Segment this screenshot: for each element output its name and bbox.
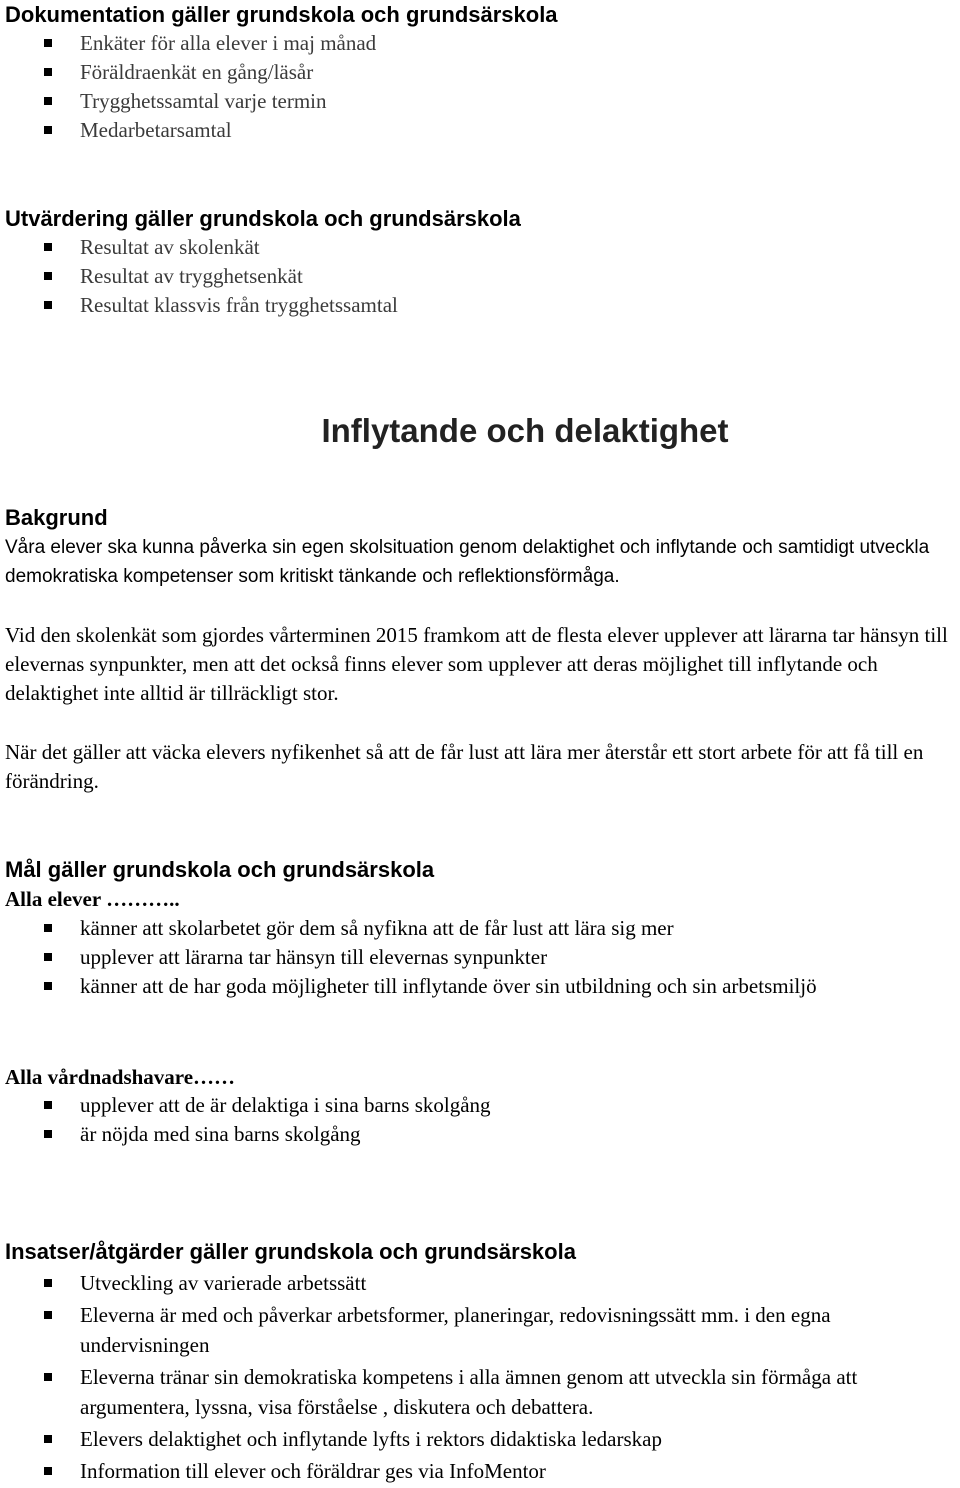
dokumentation-heading: Dokumentation gäller grundskola och grundsärskola [5, 2, 558, 27]
alla-vardnadshavare-label: Alla vårdnadshavare…… [5, 1065, 236, 1089]
bullet-icon [44, 982, 52, 990]
bakgrund-text: Våra elever ska kunna påverka sin egen skolsituation genom delaktighet och inflytande och samtidigt utveckla demokratiska kompetenser som kritiskt tänkande och reflektionsförmåga. [5, 537, 930, 587]
alla-elever-label: Alla elever ……….. [5, 887, 180, 911]
list-item: Resultat av skolenkät [0, 233, 930, 262]
list-item: känner att skolarbetet gör dem så nyfikna att de får lust att lära sig mer [0, 914, 930, 943]
bullet-icon [44, 1435, 52, 1443]
utvardering-heading: Utvärdering gäller grundskola och grundsärskola [5, 206, 521, 231]
bullet-icon [44, 243, 52, 251]
bullet-icon [44, 39, 52, 47]
list-item: Eleverna tränar sin demokratiska kompetens i alla ämnen genom att utveckla sin förmåga att argumentera, lyssna, visa förståelse , diskutera och debattera. [0, 1362, 930, 1422]
list-item: Föräldraenkät en gång/läsår [0, 58, 930, 87]
elever-goals-list [0, 914, 930, 1001]
insatser-list [0, 1268, 930, 1488]
bakgrund-heading: Bakgrund [5, 505, 108, 530]
list-item: Utveckling av varierade arbetssätt [0, 1268, 930, 1298]
bullet-icon [44, 1130, 52, 1138]
list-item: Resultat av trygghetsenkät [0, 262, 930, 291]
bakgrund-paragraph-2: När det gäller att väcka elevers nyfikenhet så att de får lust att lära mer återstår ett stort arbete för att få till en förändring. [5, 740, 924, 793]
list-item: Elevers delaktighet och inflytande lyfts i rektors didaktiska ledarskap [0, 1424, 930, 1454]
bullet-icon [44, 924, 52, 932]
insatser-heading: Insatser/åtgärder gäller grundskola och grundsärskola [5, 1239, 576, 1264]
list-item: upplever att lärarna tar hänsyn till elevernas synpunkter [0, 943, 930, 972]
list-item: Eleverna är med och påverkar arbetsformer, planeringar, redovisningssätt mm. i den egna undervisningen [0, 1300, 930, 1360]
list-item: upplever att de är delaktiga i sina barns skolgång [0, 1091, 930, 1120]
bullet-icon [44, 1467, 52, 1475]
vardnadshavare-goals-list [0, 1091, 930, 1149]
bullet-icon [44, 953, 52, 961]
utvardering-list [0, 233, 930, 320]
list-item: Information till elever och föräldrar ges via InfoMentor [0, 1456, 930, 1486]
list-item: känner att de har goda möjligheter till inflytande över sin utbildning och sin arbetsmiljö [0, 972, 930, 1001]
bullet-icon [44, 301, 52, 309]
bullet-icon [44, 126, 52, 134]
bullet-icon [44, 1279, 52, 1287]
bullet-icon [44, 1311, 52, 1319]
bullet-icon [44, 97, 52, 105]
section-title: Inflytande och delaktighet [321, 412, 729, 449]
list-item: Medarbetarsamtal [0, 116, 930, 145]
bullet-icon [44, 1373, 52, 1381]
list-item: är nöjda med sina barns skolgång [0, 1120, 930, 1149]
bullet-icon [44, 68, 52, 76]
list-item: Trygghetssamtal varje termin [0, 87, 930, 116]
bakgrund-paragraph-1: Vid den skolenkät som gjordes vårterminen 2015 framkom att de flesta elever upplever att lärarna tar hänsyn till elevernas synpunkter, men att det också finns elever som upplever att deras möjlighet till inflytande och delaktighet inte alltid är tillräckligt stor. [5, 623, 948, 705]
bullet-icon [44, 272, 52, 280]
bullet-icon [44, 1101, 52, 1109]
list-item: Enkäter för alla elever i maj månad [0, 29, 930, 58]
list-item: Resultat klassvis från trygghetssamtal [0, 291, 930, 320]
mal-heading: Mål gäller grundskola och grundsärskola [5, 857, 435, 882]
dokumentation-list [0, 29, 930, 145]
